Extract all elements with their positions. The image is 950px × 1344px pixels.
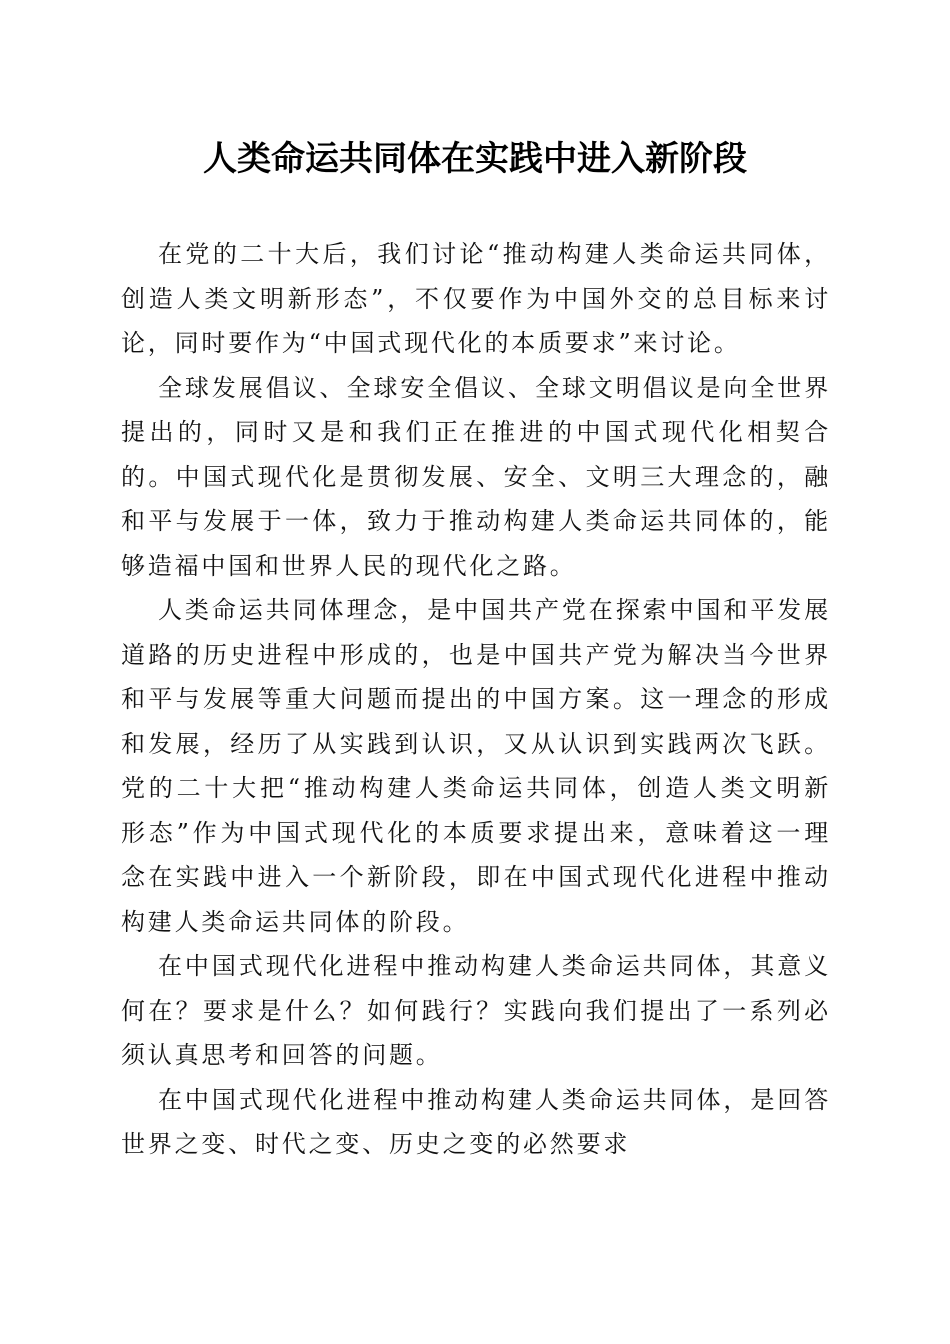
document-title: 人类命运共同体在实践中进入新阶段 [203,139,747,179]
paragraph-1: 在党的二十大后，我们讨论“推动构建人类命运共同体，创造人类文明新形态”，不仅要作为中国外交的总目标来讨论，同时要作为“中国式现代化的本质要求”来讨论。 [121,240,831,357]
paragraph-3: 人类命运共同体理念，是中国共产党在探索中国和平发展道路的历史进程中形成的，也是中国共产党为解决当今世界和平与发展等重大问题而提出的中国方案。这一理念的形成和发展，经历了从实践到认识，又从认识到实践两次飞跃。党的二十大把“推动构建人类命运共同体，创造人类文明新形态”作为中国式现代化的本质要求提出来，意味着这一理念在实践中进入一个新阶段，即在中国式现代化进程中推动构建人类命运共同体的阶段。 [121,596,831,936]
paragraph-4: 在中国式现代化进程中推动构建人类命运共同体，其意义何在？要求是什么？如何践行？实践向我们提出了一系列必须认真思考和回答的问题。 [121,952,831,1069]
paragraph-2: 全球发展倡议、全球安全倡议、全球文明倡议是向全世界提出的，同时又是和我们正在推进的中国式现代化相契合的。中国式现代化是贯彻发展、安全、文明三大理念的，融和平与发展于一体，致力于推动构建人类命运共同体的，能够造福中国和世界人民的现代化之路。 [121,373,831,580]
document-body [121,232,831,1167]
paragraph-5: 在中国式现代化进程中推动构建人类命运共同体，是回答世界之变、时代之变、历史之变的必然要求 [121,1085,831,1158]
